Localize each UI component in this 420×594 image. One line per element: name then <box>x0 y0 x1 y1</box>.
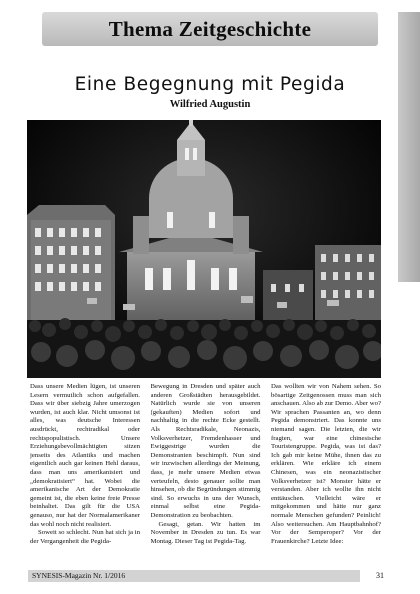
footer-publication: SYNESIS-Magazin Nr. 1/2016 <box>28 570 360 582</box>
crowd <box>27 318 381 378</box>
left-building <box>27 205 115 320</box>
paragraph: Bewegung in Dresden und später auch anderen Großstädten herausgebildet. Natürlich wurde sie von unseren (gekauften) Medien sofort und nachhaltig in die rechte Ecke gestellt. Als Rechtsradikale, Neonazis, Volksverhetzer, Fremdenhasser und Ewiggestrige wurden die Demonstranten beschimpft. Nun sind wir inzwischen allerdings der Meinung, dass, je mehr unsere Medien etwas verteufeln, desto genauer sollte man hinsehen, ob die Begründungen stimmig sind. So erwuchs in uns der Wunsch, einmal selbst eine Pegida-Demonstration zu beobachten. <box>150 383 261 519</box>
paragraph: Das wollten wir von Nahem sehen. So bösartige Zeitgenossen muss man sich anschauen. Also ab zur Demo. Aber wo? Wir sprachen Passanten an, wo denn Pegida demonstriert. Das konnte uns niemand sagen. Die letzten, die wir fragten, war eine chinesische Touristengruppe. Pegida, was ist das? Ich gab mir keine Mühe, ihnen das zu erklären. Wie erkläre ich einem Chinesen, was ein neonazistischer Volksverhetzer ist? Monster hätte er verstanden. Aber ich wollte ihn nicht enttäuschen. Vielleicht wäre er mitgekommen und hätte nur ganz normale Menschen gefunden? Peinlich! Also weitersuchen. Am Hauptbahnhof? Vor der Semperoper? Vor der Frauenkirche? Letzte Idee: <box>271 383 381 545</box>
paragraph: Gesagt, getan. Wir hatten im November in Dresden zu tun. Es war Montag. Dieser Tag ist Pegida-Tag. <box>150 520 261 545</box>
section-header <box>42 12 378 46</box>
text-column-2 <box>151 383 261 568</box>
text-column-3 <box>271 383 381 568</box>
text-column-1 <box>30 383 140 568</box>
frauenkirche-night-photo <box>27 120 381 378</box>
article-body <box>30 383 381 568</box>
article-author: Wilfried Augustin <box>169 99 251 110</box>
margin-tab <box>398 12 420 282</box>
paragraph: Soweit so schlecht. Nun hat sich ja in der Vergangenheit die Pegida- <box>30 529 140 545</box>
paragraph: Dass unsere Medien lügen, ist unseren Lesern vermutlich schon aufgefallen. Dass wir über siebzig Jahre umerzogen wurden, ist auch klar. Nicht umsonst ist alles, was deutsche Interessen ausdrückt, rechtradikal oder rechtspopulistisch. Unsere Erziehungsbevollmächtigten sitzen jenseits des Atlantiks und machen eigentlich auch gar keinen Hehl daraus, dass man uns amerikanisiert und „demokratisiert“ hat. Wobei die amerikanische Art der Demokratie gemeint ist, die eben keine freie Presse beinhaltet. Das gilt für die USA genauso, nur hat der Normalamerikaner das wohl noch nicht realisiert. <box>30 383 140 528</box>
article-photo <box>27 120 381 378</box>
article-title: Eine Begegnung mit Pegida <box>74 74 346 95</box>
page-number: 31 <box>376 571 384 580</box>
section-title: Thema Zeitgeschichte <box>108 16 312 41</box>
